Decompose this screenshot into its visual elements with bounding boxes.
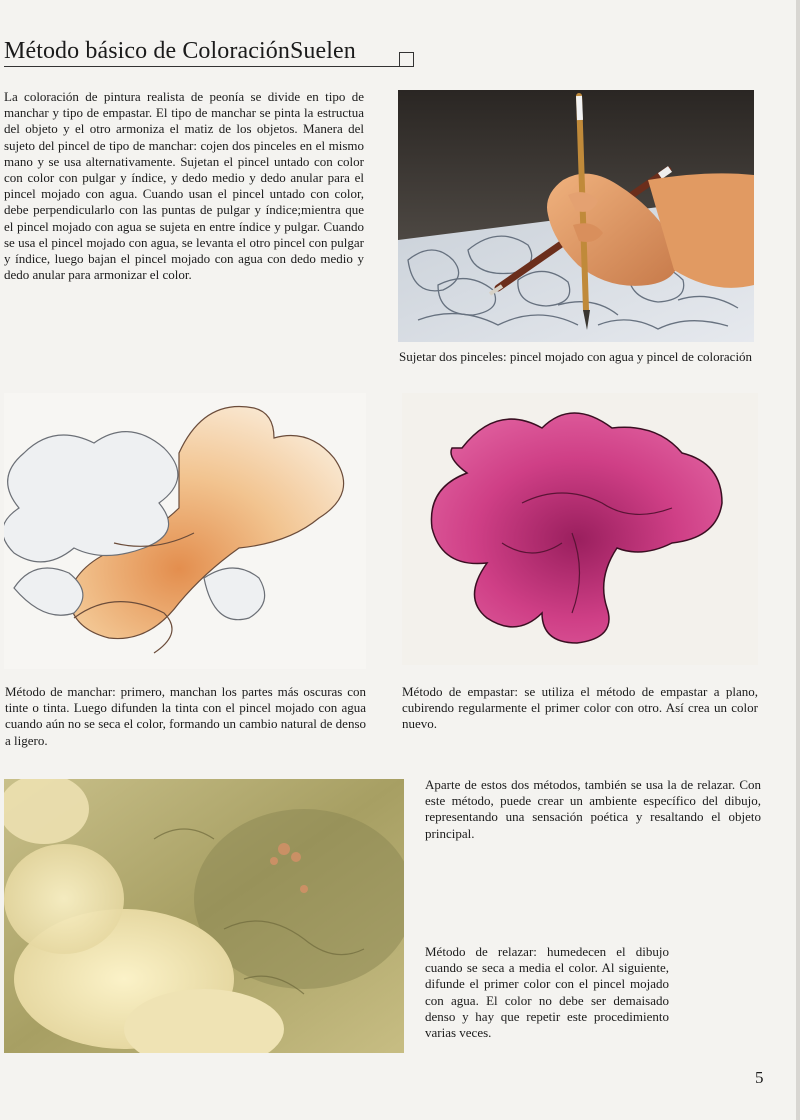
caption-empastar: Método de empastar: se utiliza el método de empastar a plano, cubirendo regularmente el primer color con otro. Así crea un color nuevo. [402,684,758,732]
intro-paragraph: La coloración de pintura realista de peonía se divide en tipo de manchar y tipo de empastar. El tipo de manchar se pinta la estructua del objeto y el otro armoniza el matiz de los objetos. Manera del sujeto del pincel de tipo de manchar: cojen dos pinceles en el mismo mano y se usa alternativamente. Sujetan el pincel untado con color con color con pulgar y índice, y dedo medio y dedo anular para el pincel mojado con agua. Cuando usan el pincel untado con color, debe perpendicularlo con las puntas de pulgar y índice;mientra que el pincel mojado con agua se sujeta en entre índice y pulgar. Cuando se usa el pincel mojado con agua, se levanta el otro pincel con pulgar y índice, luego bajan el pincel mojado con agua con dedo medio y dedo anular para armonizar el color. [4,89,364,283]
caption-manchar: Método de manchar: primero, manchan los partes más oscuras con tinte o tinta. Luego difunden la tinta con el pincel mojado con agua cuando aún no se seca el color, formando un cambio natural de denso a ligero. [5,684,366,748]
title-underline [4,66,412,67]
caption-relazar: Método de relazar: humedecen el dibujo cuando se seca a media el color. Al siguiente, difunde el primer color con el pincel mojado con agua. El color no debe ser demaisado denso y hay que repetir este procedimiento varias veces. [425,944,669,1041]
title-box-ornament [399,52,414,67]
page-edge [796,0,800,1120]
page-number: 5 [755,1068,764,1087]
photo-manchar [4,393,366,669]
photo-two-brushes [398,90,754,342]
photo-relazar [4,779,404,1053]
photo-empastar [402,393,758,665]
page-title: Método básico de ColoraciónSuelen [4,38,356,64]
text-relazar-intro: Aparte de estos dos métodos, también se usa la de relazar. Con este método, puede crear un ambiente específico del dibujo, representando una sensación poética y resaltando el objeto principal. [425,777,761,841]
caption-two-brushes: Sujetar dos pinceles: pincel mojado con agua y pincel de coloración [399,349,753,364]
